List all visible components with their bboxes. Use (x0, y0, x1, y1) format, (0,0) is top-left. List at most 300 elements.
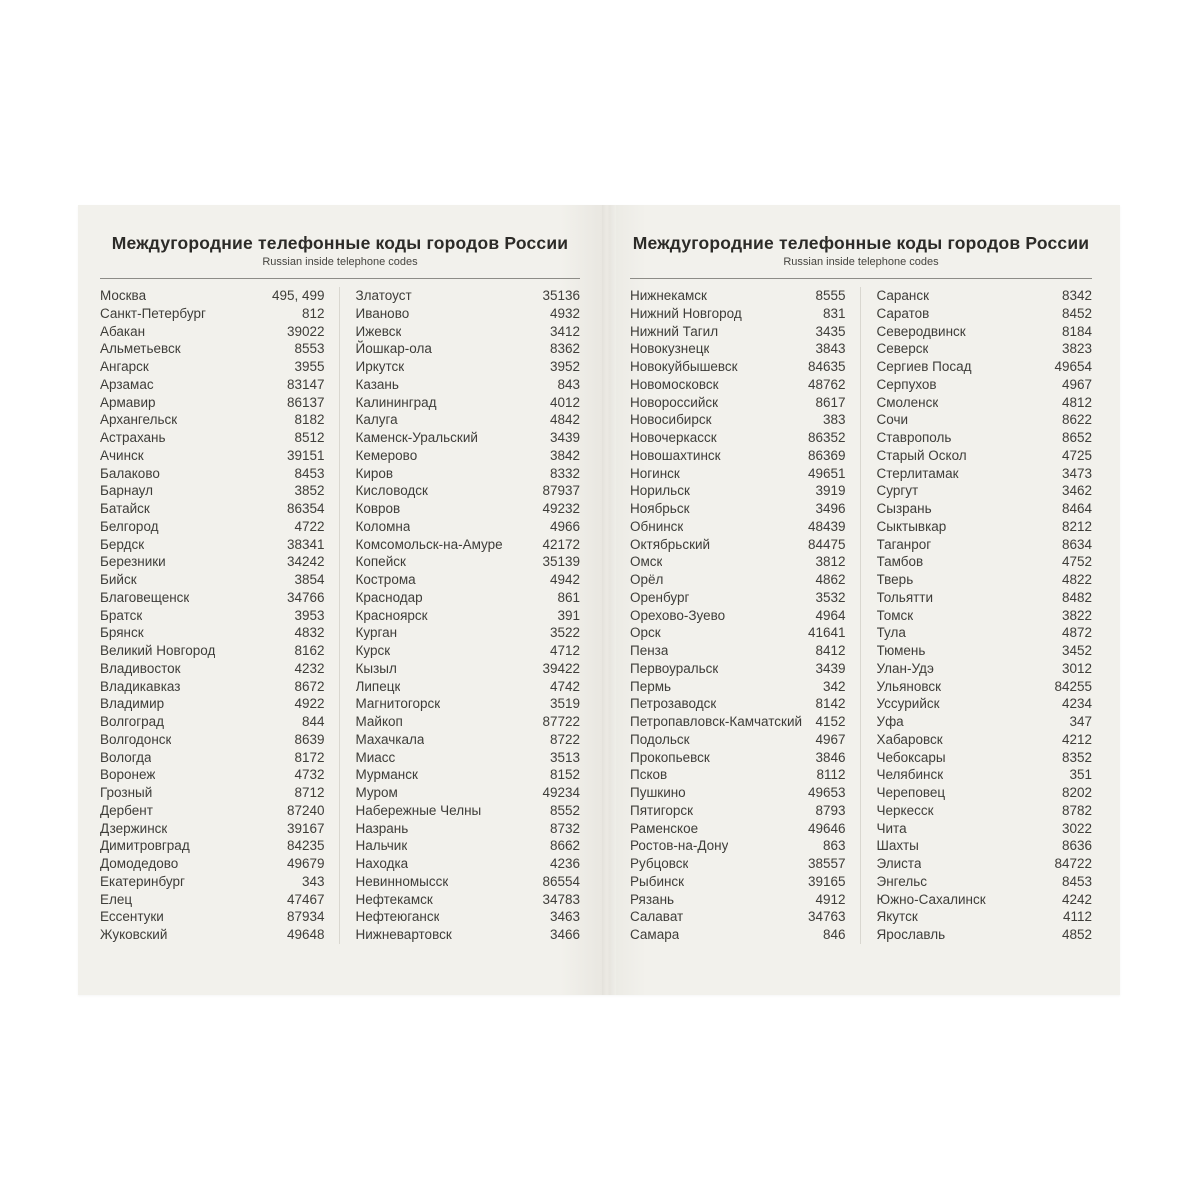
table-row (100, 678, 325, 696)
city-name: Санкт-Петербург (100, 305, 206, 321)
city-name: Благовещенск (100, 589, 190, 605)
table-row (630, 376, 846, 394)
city-code: 8722 (549, 731, 580, 747)
city-code: 4942 (549, 572, 580, 587)
city-code: 4012 (549, 394, 580, 410)
table-row (356, 642, 581, 660)
table-row (100, 695, 325, 713)
city-name: Владивосток (100, 660, 181, 676)
table-row (877, 447, 1093, 465)
city-name: Комсомольск-на-Амуре (355, 536, 503, 552)
city-code: 4932 (549, 305, 580, 321)
table-row (100, 837, 325, 855)
table-row (877, 855, 1093, 873)
city-code: 4232 (294, 660, 325, 676)
city-name: Бердск (100, 536, 145, 552)
city-name: Пушкино (630, 785, 686, 800)
city-code: 4964 (815, 607, 846, 623)
city-name: Смоленск (876, 394, 939, 410)
table-row (630, 411, 846, 429)
city-code: 34766 (286, 589, 325, 605)
city-code: 49679 (286, 856, 325, 871)
city-code: 8512 (294, 430, 325, 445)
city-code: 8712 (294, 785, 325, 800)
city-name: Балаково (100, 465, 160, 481)
city-name: Домодедово (100, 856, 179, 871)
table-row (356, 820, 581, 838)
city-name: Кемерово (355, 447, 418, 463)
city-name: Новокузнецк (630, 341, 710, 357)
table-row (877, 731, 1093, 749)
table-row (877, 802, 1093, 820)
table-row (356, 855, 581, 873)
city-code: 8672 (294, 678, 325, 694)
table-row (356, 411, 581, 429)
city-code: 3953 (294, 607, 325, 623)
table-row (356, 500, 581, 518)
city-code: 8142 (815, 696, 846, 712)
table-row (630, 660, 846, 678)
page-left (78, 205, 602, 995)
table-row (100, 891, 325, 909)
city-code: 347 (1069, 714, 1092, 729)
city-name: Екатеринбург (100, 873, 185, 889)
table-row (356, 305, 581, 323)
city-name: Мурманск (355, 767, 418, 783)
table-row (356, 447, 581, 465)
table-row (100, 713, 325, 731)
city-code: 4872 (1061, 625, 1092, 641)
city-name: Хабаровск (876, 731, 943, 747)
table-row (630, 571, 846, 589)
city-code: 3532 (815, 589, 846, 605)
city-name: Великий Новгород (100, 643, 216, 658)
table-row (877, 589, 1093, 607)
page-header (100, 232, 580, 279)
city-code: 48762 (807, 376, 846, 392)
table-row (630, 287, 846, 305)
table-row (356, 553, 581, 571)
table-row (100, 731, 325, 749)
city-name: Армавир (100, 394, 156, 410)
book-spread (78, 205, 1120, 995)
table-row (100, 287, 325, 305)
city-name: Черкесск (876, 802, 934, 818)
table-row (100, 873, 325, 891)
table-row (356, 802, 581, 820)
codes-table (630, 287, 1092, 944)
city-name: Новочеркасск (630, 430, 717, 445)
codes-column (860, 287, 1093, 944)
city-name: Муром (355, 785, 398, 800)
city-code: 495, 499 (271, 288, 325, 303)
city-name: Липецк (355, 678, 401, 694)
table-row (630, 926, 846, 944)
table-row (630, 482, 846, 500)
city-code: 86354 (286, 501, 325, 516)
city-name: Воронеж (100, 767, 156, 783)
table-row (356, 731, 581, 749)
city-name: Тольятти (876, 589, 934, 605)
city-code: 8555 (815, 288, 846, 303)
city-name: Новомосковск (630, 376, 719, 392)
city-name: Старый Оскол (876, 447, 967, 463)
city-name: Ульяновск (876, 678, 942, 694)
table-row (100, 429, 325, 447)
city-code: 41641 (807, 625, 846, 641)
city-code: 3463 (549, 909, 580, 925)
city-name: Уссурийск (876, 696, 940, 712)
city-code: 4742 (549, 678, 580, 694)
city-code: 8162 (294, 643, 325, 658)
city-code: 391 (557, 607, 580, 623)
table-row (630, 731, 846, 749)
table-row (356, 837, 581, 855)
city-name: Нефтекамск (355, 891, 433, 907)
city-code: 4862 (815, 572, 846, 587)
city-name: Саранск (876, 288, 930, 303)
city-code: 4112 (1062, 909, 1092, 925)
table-row (630, 323, 846, 341)
city-name: Петрозаводск (630, 696, 717, 712)
city-code: 4832 (294, 625, 325, 641)
city-name: Елец (100, 891, 133, 907)
table-row (100, 518, 325, 536)
city-code: 83147 (286, 376, 325, 392)
city-name: Красноярск (355, 607, 428, 623)
city-code: 3022 (1061, 820, 1092, 836)
table-row (100, 784, 325, 802)
city-code: 3519 (549, 696, 580, 712)
table-row (100, 340, 325, 358)
table-row (100, 607, 325, 625)
table-row (877, 553, 1093, 571)
city-code: 3919 (815, 483, 846, 499)
table-row (356, 749, 581, 767)
table-row (877, 660, 1093, 678)
table-row (877, 784, 1093, 802)
city-code: 3823 (1061, 341, 1092, 357)
table-row (356, 891, 581, 909)
city-name: Челябинск (876, 767, 944, 783)
city-name: Оренбург (630, 589, 690, 605)
city-code: 3522 (549, 625, 580, 641)
city-name: Нижнекамск (630, 288, 707, 303)
city-name: Волгоград (100, 714, 165, 729)
city-code: 8782 (1061, 802, 1092, 818)
table-row (630, 394, 846, 412)
table-row (100, 820, 325, 838)
city-code: 8617 (815, 394, 846, 410)
table-row (630, 678, 846, 696)
table-row (630, 447, 846, 465)
city-code: 3452 (1061, 643, 1092, 658)
table-row (100, 376, 325, 394)
city-name: Москва (100, 288, 147, 303)
city-name: Белгород (100, 518, 159, 534)
codes-column (100, 287, 339, 944)
city-code: 4922 (294, 696, 325, 712)
table-row (877, 820, 1093, 838)
city-name: Сочи (876, 412, 909, 428)
city-code: 3846 (815, 749, 846, 765)
table-row (877, 287, 1093, 305)
table-row (877, 394, 1093, 412)
city-name: Миасс (355, 749, 396, 765)
city-code: 49234 (542, 785, 580, 800)
table-row (877, 429, 1093, 447)
city-code: 4812 (1061, 394, 1092, 410)
city-code: 8202 (1061, 785, 1092, 800)
city-code: 8652 (1061, 430, 1092, 445)
table-row (356, 571, 581, 589)
table-row (877, 305, 1093, 323)
city-code: 8453 (1061, 873, 1092, 889)
table-row (630, 820, 846, 838)
city-name: Рыбинск (630, 873, 685, 889)
page-right (616, 205, 1120, 995)
table-row (877, 891, 1093, 909)
city-name: Раменское (630, 820, 699, 836)
city-code: 8182 (294, 412, 325, 428)
table-row (877, 713, 1093, 731)
table-row (100, 926, 325, 944)
city-code: 3852 (294, 483, 325, 499)
table-row (100, 358, 325, 376)
table-row (877, 678, 1093, 696)
city-name: Нижневартовск (355, 927, 452, 942)
city-code: 87937 (542, 483, 580, 499)
city-name: Кострома (355, 572, 416, 587)
city-name: Нижний Тагил (630, 323, 719, 339)
table-row (356, 340, 581, 358)
table-row (356, 873, 581, 891)
city-code: 42172 (542, 536, 580, 552)
table-row (630, 607, 846, 625)
city-code: 8112 (816, 767, 846, 783)
table-row (877, 624, 1093, 642)
city-name: Иваново (355, 305, 410, 321)
city-name: Братск (100, 607, 143, 623)
city-name: Владикавказ (100, 678, 181, 694)
city-name: Майкоп (355, 714, 403, 729)
table-row (630, 855, 846, 873)
table-row (356, 624, 581, 642)
city-name: Петропавловск-Камчатский (630, 714, 803, 729)
table-row (356, 589, 581, 607)
city-name: Чита (876, 820, 907, 836)
table-row (100, 589, 325, 607)
city-name: Находка (355, 856, 409, 871)
city-name: Салават (630, 909, 684, 925)
table-row (877, 500, 1093, 518)
city-code: 4732 (294, 767, 325, 783)
city-code: 3439 (815, 660, 846, 676)
table-row (100, 500, 325, 518)
city-name: Набережные Челны (355, 802, 482, 818)
city-code: 8212 (1061, 518, 1092, 534)
city-name: Сергиев Посад (876, 359, 972, 374)
city-code: 4912 (815, 891, 846, 907)
table-row (877, 536, 1093, 554)
city-code: 3435 (815, 323, 846, 339)
table-row (877, 695, 1093, 713)
city-code: 4242 (1061, 891, 1092, 907)
city-code: 3955 (294, 359, 325, 374)
table-row (630, 518, 846, 536)
city-code: 3473 (1061, 465, 1092, 481)
table-row (100, 553, 325, 571)
city-name: Бийск (100, 572, 137, 587)
table-row (356, 323, 581, 341)
table-row (630, 784, 846, 802)
city-name: Назрань (355, 820, 409, 836)
city-code: 8453 (294, 465, 325, 481)
city-code: 343 (301, 873, 325, 889)
city-code: 8732 (549, 820, 580, 836)
city-code: 3466 (549, 927, 580, 942)
city-code: 8553 (294, 341, 325, 357)
city-name: Южно-Сахалинск (876, 891, 986, 907)
city-code: 86352 (807, 430, 846, 445)
city-code: 35136 (542, 288, 580, 303)
table-row (356, 926, 581, 944)
city-name: Батайск (100, 501, 150, 516)
table-row (877, 340, 1093, 358)
table-row (356, 678, 581, 696)
table-row (630, 624, 846, 642)
city-name: Орёл (630, 572, 664, 587)
city-name: Элиста (876, 856, 922, 871)
city-code: 8662 (549, 838, 580, 854)
city-name: Рубцовск (630, 856, 689, 871)
city-code: 4212 (1061, 731, 1092, 747)
city-code: 8464 (1061, 501, 1092, 516)
table-row (356, 518, 581, 536)
city-code: 84475 (807, 536, 846, 552)
city-name: Якутск (876, 909, 918, 925)
city-name: Магнитогорск (355, 696, 441, 712)
city-name: Краснодар (355, 589, 423, 605)
table-row (356, 908, 581, 926)
city-name: Березники (100, 554, 166, 570)
city-name: Северодвинск (876, 323, 966, 339)
table-row (877, 358, 1093, 376)
table-row (877, 518, 1093, 536)
city-name: Таганрог (876, 536, 932, 552)
city-name: Ставрополь (876, 430, 952, 445)
city-name: Тюмень (876, 643, 926, 658)
city-name: Киров (355, 465, 394, 481)
table-row (356, 713, 581, 731)
header-rule (630, 278, 1092, 279)
city-name: Тула (876, 625, 906, 641)
table-row (356, 607, 581, 625)
city-name: Курган (355, 625, 398, 641)
city-name: Курск (355, 643, 391, 658)
city-code: 3012 (1061, 660, 1092, 676)
city-name: Тамбов (876, 554, 924, 570)
city-name: Новороссийск (630, 394, 719, 410)
city-name: Череповец (876, 785, 946, 800)
city-name: Ногинск (630, 465, 680, 481)
city-code: 49648 (286, 927, 325, 942)
table-row (356, 358, 581, 376)
city-code: 3822 (1061, 607, 1092, 623)
city-name: Прокопьевск (630, 749, 710, 765)
city-code: 49232 (542, 501, 580, 516)
city-name: Сызрань (876, 501, 932, 516)
table-row (100, 749, 325, 767)
city-name: Ноябрьск (630, 501, 690, 516)
city-name: Сургут (876, 483, 919, 499)
table-row (877, 766, 1093, 784)
city-code: 8639 (294, 731, 325, 747)
city-code: 4822 (1061, 572, 1092, 587)
city-name: Грозный (100, 785, 153, 800)
city-code: 8362 (549, 341, 580, 357)
city-name: Абакан (100, 323, 146, 339)
table-row (877, 323, 1093, 341)
table-row (630, 802, 846, 820)
city-code: 34763 (807, 909, 846, 925)
city-name: Архангельск (100, 412, 178, 428)
page-title: Междугородние телефонные коды городов России (111, 233, 569, 253)
city-name: Коломна (355, 518, 411, 534)
city-code: 8172 (294, 749, 325, 765)
city-code: 3843 (815, 341, 846, 357)
city-code: 844 (301, 714, 325, 729)
city-code: 49646 (807, 820, 846, 836)
city-code: 86554 (542, 873, 580, 889)
table-row (630, 465, 846, 483)
city-name: Энгельс (876, 873, 928, 889)
city-name: Серпухов (876, 376, 937, 392)
city-code: 8636 (1061, 838, 1092, 854)
city-name: Омск (630, 554, 663, 570)
city-name: Арзамас (100, 376, 154, 392)
city-name: Нижний Новгород (630, 305, 742, 321)
city-code: 48439 (807, 518, 846, 534)
table-row (356, 784, 581, 802)
table-row (100, 802, 325, 820)
city-code: 34783 (542, 891, 580, 907)
city-code: 3412 (549, 323, 580, 339)
city-name: Северск (876, 341, 929, 357)
table-row (100, 411, 325, 429)
city-name: Кызыл (355, 660, 397, 676)
city-name: Владимир (100, 696, 165, 712)
city-code: 3952 (549, 359, 580, 374)
table-row (630, 908, 846, 926)
city-name: Первоуральск (630, 660, 719, 676)
city-code: 351 (1069, 767, 1092, 783)
city-code: 49654 (1054, 359, 1092, 374)
city-code: 39422 (542, 660, 580, 676)
table-row (630, 749, 846, 767)
city-code: 3462 (1061, 483, 1092, 499)
city-name: Иркутск (355, 359, 405, 374)
city-code: 84722 (1054, 856, 1092, 871)
city-code: 8452 (1061, 305, 1092, 321)
table-row (877, 749, 1093, 767)
table-row (100, 536, 325, 554)
city-name: Орехово-Зуево (630, 607, 726, 623)
city-name: Подольск (630, 731, 690, 747)
city-code: 3842 (549, 447, 580, 463)
city-name: Ачинск (100, 447, 144, 463)
table-row (100, 323, 325, 341)
